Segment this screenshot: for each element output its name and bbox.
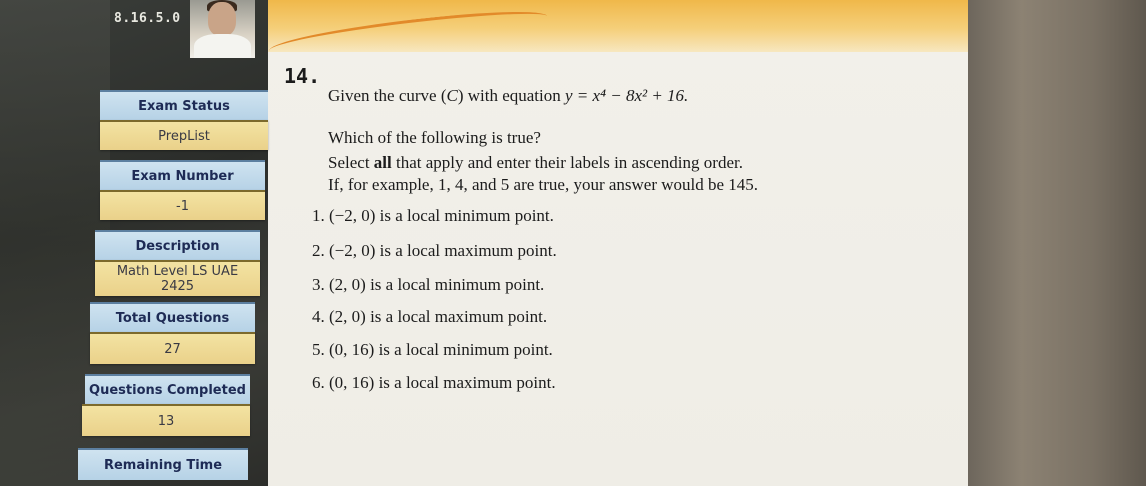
exam-number-label: Exam Number [100,160,265,190]
exam-status-value: PrepList [100,120,268,150]
remaining-time-label: Remaining Time [78,448,248,480]
exam-status-label: Exam Status [100,90,268,120]
intro-prefix: Given the curve ( [328,86,447,105]
avatar [190,0,255,58]
avatar-face [208,2,236,36]
intro-suffix: ) with equation [457,86,565,105]
description-line-2: 2425 [160,279,195,294]
description-label: Description [95,230,260,260]
instruction-prefix: Select [328,153,374,172]
option-1: 1. (−2, 0) is a local minimum point. [312,206,554,225]
description-line-1: Math Level LS UAE [116,264,239,279]
option-6: 6. (0, 16) is a local maximum point. [312,373,556,392]
option-4: 4. (2, 0) is a local maximum point. [312,307,548,326]
question-instruction [328,153,743,173]
question-equation: y = x⁴ − 8x² + 16. [565,86,689,105]
instruction-strong: all [373,153,392,172]
questions-completed-label: Questions Completed [85,374,250,404]
total-questions-value: 27 [90,332,255,364]
questions-completed-value: 13 [82,404,250,436]
top-banner [268,0,968,52]
exam-number-value: -1 [100,190,265,220]
version-label: 8.16.5.0 [114,11,181,26]
right-background [968,0,1146,486]
question-number: 14. [284,64,321,88]
description-value [95,260,260,296]
instruction-suffix: that apply and enter their labels in ascending order. [391,153,743,172]
total-questions-label: Total Questions [90,302,255,332]
avatar-shirt [194,34,251,58]
intro-curve: C [446,86,458,105]
option-2: 2. (−2, 0) is a local maximum point. [312,241,557,260]
option-3: 3. (2, 0) is a local minimum point. [312,275,545,294]
question-example: If, for example, 1, 4, and 5 are true, your answer would be 145. [328,175,759,194]
question-prompt: Which of the following is true? [328,128,541,147]
option-5: 5. (0, 16) is a local minimum point. [312,340,553,359]
question-intro [328,86,688,106]
